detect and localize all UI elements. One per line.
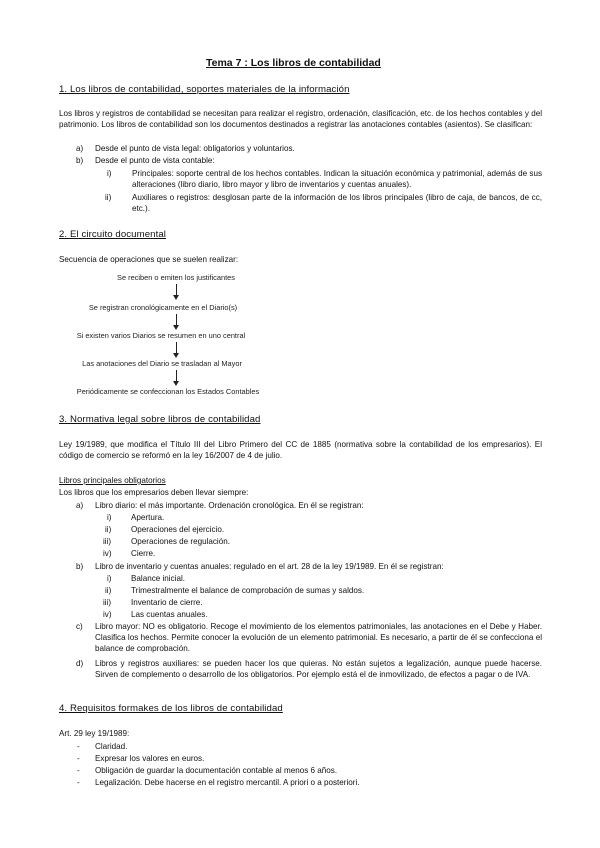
list-item: Libro de inventario y cuentas anuales: regulado en el art. 28 de la ley 19/1989. En él se registran: — [95, 562, 444, 571]
list-marker: - — [77, 766, 80, 775]
list-item: Auxiliares o registros: desglosan parte de la información de los libros principales (libro de caja, de bancos, de cc, etc.). — [132, 193, 542, 213]
list-marker: iv) — [103, 549, 112, 558]
list-marker: ii) — [105, 525, 112, 534]
list-marker: iii) — [103, 537, 112, 546]
flow-step: Periódicamente se confeccionan los Estados Contables — [76, 387, 260, 396]
list-marker: d) — [76, 659, 84, 668]
list-item: Balance inicial. — [131, 574, 185, 583]
list-item: Principales: soporte central de los hechos contables. Indican la situación económica y patrimonial, además de sus alteraciones (libro diario, libro mayor y libro de inventarios y cuentas anuales). — [132, 169, 542, 189]
list-item: Libro mayor: NO es obligatorio. Recoge el movimiento de los elementos patrimoniales, las anotaciones en el Debe y Haber. Clasifica los hechos. Permite conocer la evolución de un elemento patrimonial. Es necesario, a partir de él se confecciona el balance de comprobación. — [95, 622, 542, 653]
list-item: Legalización. Debe hacerse en el registro mercantil. A priori o a posteriori. — [95, 778, 360, 787]
section-4-intro: Art. 29 ley 19/1989: — [59, 729, 130, 738]
list-item: Operaciones del ejercicio. — [131, 525, 225, 534]
list-item: Obligación de guardar la documentación contable al menos 6 años. — [95, 766, 338, 775]
list-item: Cierre. — [131, 549, 156, 558]
list-item: Claridad. — [95, 742, 128, 751]
flow-step: Las anotaciones del Diario se trasladan al Mayor — [82, 359, 242, 368]
section-2-heading: 2. El circuito documental — [59, 229, 167, 240]
list-marker: - — [77, 778, 80, 787]
section-3-subheading: Libros principales obligatorios — [59, 476, 166, 485]
list-item: Operaciones de regulación. — [131, 537, 230, 546]
section-3-heading: 3. Normativa legal sobre libros de contabilidad — [59, 414, 261, 425]
list-marker: ii) — [105, 193, 112, 202]
list-item: Desde el punto de vista contable: — [95, 156, 215, 165]
list-marker: iii) — [103, 598, 112, 607]
list-item: Apertura. — [131, 513, 165, 522]
list-marker: - — [77, 742, 80, 751]
list-marker: b) — [76, 562, 84, 571]
list-item: Libro diario: el más importante. Ordenación cronológica. En él se registran: — [95, 501, 364, 510]
list-marker: - — [77, 754, 80, 763]
section-3-subintro: Los libros que los empresarios deben llevar siempre: — [59, 488, 249, 497]
list-marker: a) — [76, 501, 84, 510]
list-marker: ii) — [105, 586, 112, 595]
section-4-heading: 4. Requisitos formakes de los libros de contabilidad — [59, 703, 283, 714]
arrowhead-icon — [173, 295, 179, 300]
list-marker: i) — [107, 513, 112, 522]
arrowhead-icon — [173, 353, 179, 358]
list-marker: b) — [76, 156, 84, 165]
list-marker: c) — [76, 622, 83, 631]
flow-step: Si existen varios Diarios se resumen en uno central — [76, 331, 246, 340]
flow-step: Se reciben o emiten los justificantes — [117, 273, 235, 282]
list-marker: i) — [107, 169, 112, 178]
list-marker: a) — [76, 144, 84, 153]
list-marker: i) — [107, 574, 112, 583]
section-3-law: Ley 19/1989, que modifica el Título III del Libro Primero del CC de 1885 (normativa sobre la contabilidad de los empresarios). El código de comercio se reformó en la ley 16/2007 de 4 de julio. — [59, 440, 542, 460]
flow-step: Se registran cronológicamente en el Diario(s) — [88, 303, 238, 312]
list-item: Trimestralmente el balance de comprobación de sumas y saldos. — [131, 586, 365, 595]
page-title: Tema 7 : Los libros de contabilidad — [206, 57, 381, 69]
section-1-heading: 1. Los libros de contabilidad, soportes materiales de la información — [59, 84, 350, 95]
list-marker: iv) — [103, 610, 112, 619]
arrowhead-icon — [173, 381, 179, 386]
list-item: Las cuentas anuales. — [131, 610, 208, 619]
list-item: Desde el punto de vista legal: obligatorios y voluntarios. — [95, 144, 295, 153]
list-item: Expresar los valores en euros. — [95, 754, 205, 763]
list-item: Inventario de cierre. — [131, 598, 203, 607]
arrowhead-icon — [173, 325, 179, 330]
list-item: Libros y registros auxiliares: se pueden hacer los que quieras. No están sujetos a legalización, aunque puede hacerse. Sirven de complemento o desarrollo de los obligatorios. Por ejemplo está el de inmovilizado, de efectos a pagar o de IVA. — [95, 659, 542, 679]
section-1-intro: Los libros y registros de contabilidad se necesitan para realizar el registro, ordenación, clasificación, etc. de los hechos contables y del patrimonio. Los libros de contabilidad son los documentos destinados a registrar las anotaciones contables (asientos). Se clasifican: — [59, 109, 542, 129]
section-2-intro: Secuencia de operaciones que se suelen realizar: — [59, 255, 239, 264]
